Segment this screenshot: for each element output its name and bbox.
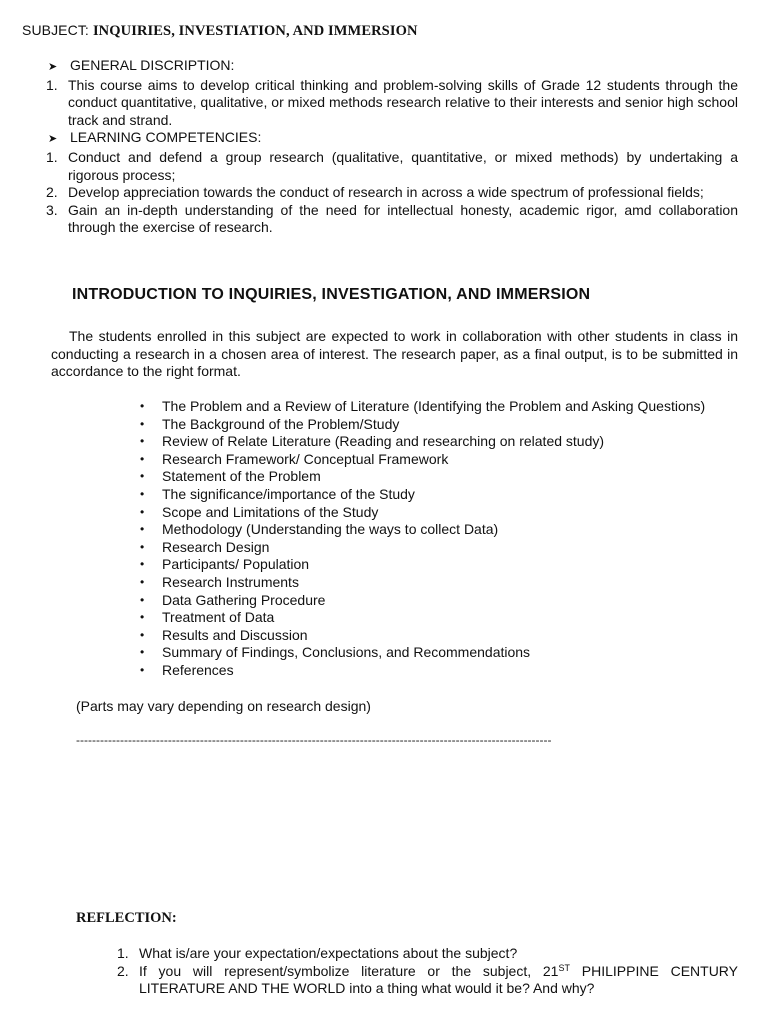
subject-line	[22, 22, 418, 40]
parts-note: (Parts may vary depending on research design)	[76, 698, 371, 714]
list-item	[140, 451, 738, 469]
list-item-text: The Background of the Problem/Study	[162, 415, 400, 432]
bullet-icon: •	[140, 627, 145, 642]
ordinal-superscript: ST	[558, 962, 570, 973]
list-item-text: Review of Relate Literature (Reading and researching on related study)	[162, 433, 605, 450]
item-number: 2.	[46, 184, 58, 201]
question-number: 2.	[117, 962, 129, 979]
item-text: This course aims to develop critical thinking and problem-solving skills of Grade 12 students through the conduct quantitative, qualitative, or mixed methods research relative to their interests and senior high school track and strand.	[68, 76, 738, 128]
list-item	[140, 556, 738, 574]
bullet-icon: •	[140, 399, 145, 413]
bullet-icon: •	[140, 486, 145, 501]
dashed-divider: -----------------------------------------------------------------------------------------------------------------------	[76, 733, 552, 747]
arrow-bullet-icon: ➤	[48, 133, 58, 146]
bullet-icon: •	[140, 504, 145, 519]
reflection-question	[117, 963, 738, 998]
general-description-heading-row	[46, 57, 738, 77]
bullet-icon: •	[140, 416, 145, 431]
list-item-text: Data Gathering Procedure	[162, 591, 326, 608]
subject-title: INQUIRIES, INVESTIATION, AND IMMERSION	[92, 23, 418, 39]
general-description-heading: GENERAL DISCRIPTION:	[70, 57, 235, 73]
introduction-heading: INTRODUCTION TO INQUIRIES, INVESTIGATION, AND IMMERSION	[72, 286, 591, 303]
list-item	[140, 398, 738, 416]
list-item-text: References	[162, 661, 234, 678]
list-item-text: Statement of the Problem	[162, 468, 321, 485]
list-item	[140, 627, 738, 645]
list-item	[140, 468, 738, 486]
research-parts-list	[140, 398, 738, 680]
question-text-part: If you will represent/symbolize literature or the subject, 21	[139, 962, 559, 979]
item-text: Conduct and defend a group research (qualitative, quantitative, or mixed methods) by undertaking a rigorous process;	[68, 148, 738, 183]
general-description-item	[46, 77, 738, 130]
list-item	[140, 609, 738, 627]
question-text-part: PHILIPPINE CENTURY LITERATURE AND THE WORLD into a thing what would it be? And why?	[139, 962, 738, 997]
list-item	[140, 416, 738, 434]
list-item-text: Methodology (Understanding the ways to collect Data)	[162, 521, 499, 538]
list-item-text: Summary of Findings, Conclusions, and Recommendations	[162, 644, 531, 661]
question-number: 1.	[117, 945, 129, 961]
list-item-text: The Problem and a Review of Literature (Identifying the Problem and Asking Questions)	[162, 398, 706, 414]
list-item-text: Participants/ Population	[162, 556, 310, 573]
item-text: Gain an in-depth understanding of the need for intellectual honesty, academic rigor, amd collaboration through the exercise of research.	[68, 201, 738, 236]
list-item	[140, 644, 738, 662]
list-item	[140, 662, 738, 680]
bullet-icon: •	[140, 574, 145, 589]
list-item-text: Research Design	[162, 538, 270, 555]
question-text	[139, 963, 738, 998]
bullet-icon: •	[140, 610, 145, 625]
list-item	[140, 521, 738, 539]
list-item-text: Research Framework/ Conceptual Framework	[162, 450, 449, 467]
competency-item	[46, 149, 738, 184]
list-item	[140, 592, 738, 610]
list-item-text: Results and Discussion	[162, 626, 308, 643]
introduction-paragraph: The students enrolled in this subject are expected to work in collaboration with other students in class in conducting a research in a chosen area of interest. The research paper, as a final output, is to be submitted in accordance to the right format.	[51, 328, 738, 380]
learning-competencies-heading: LEARNING COMPETENCIES:	[70, 129, 262, 146]
item-number: 1.	[46, 148, 58, 165]
reflection-questions	[117, 945, 738, 998]
arrow-bullet-icon: ➤	[48, 61, 58, 73]
competency-item	[46, 202, 738, 237]
bullet-icon: •	[140, 469, 145, 484]
reflection-heading: REFLECTION:	[76, 910, 177, 926]
course-overview	[46, 57, 738, 237]
bullet-icon: •	[140, 557, 145, 572]
competency-item	[46, 184, 738, 202]
list-item-text: Research Instruments	[162, 573, 299, 590]
bullet-icon: •	[140, 539, 145, 554]
bullet-icon: •	[140, 662, 145, 677]
bullet-icon: •	[140, 522, 145, 537]
list-item	[140, 504, 738, 522]
list-item	[140, 574, 738, 592]
list-item	[140, 486, 738, 504]
list-item-text: Scope and Limitations of the Study	[162, 503, 379, 520]
learning-competencies-heading-row	[46, 129, 738, 149]
bullet-icon: •	[140, 592, 145, 607]
list-item	[140, 539, 738, 557]
list-item	[140, 433, 738, 451]
question-text: What is/are your expectation/expectations about the subject?	[139, 945, 518, 961]
item-number: 3.	[46, 201, 58, 218]
subject-label: SUBJECT:	[22, 22, 89, 38]
list-item-text: The significance/importance of the Study	[162, 485, 415, 502]
list-item-text: Treatment of Data	[162, 609, 275, 626]
bullet-icon: •	[140, 434, 145, 449]
bullet-icon: •	[140, 451, 145, 466]
reflection-question	[117, 945, 738, 963]
item-number: 1.	[46, 76, 58, 93]
item-text: Develop appreciation towards the conduct of research in across a wide spectrum of professional fields;	[68, 184, 704, 201]
bullet-icon: •	[140, 645, 145, 660]
